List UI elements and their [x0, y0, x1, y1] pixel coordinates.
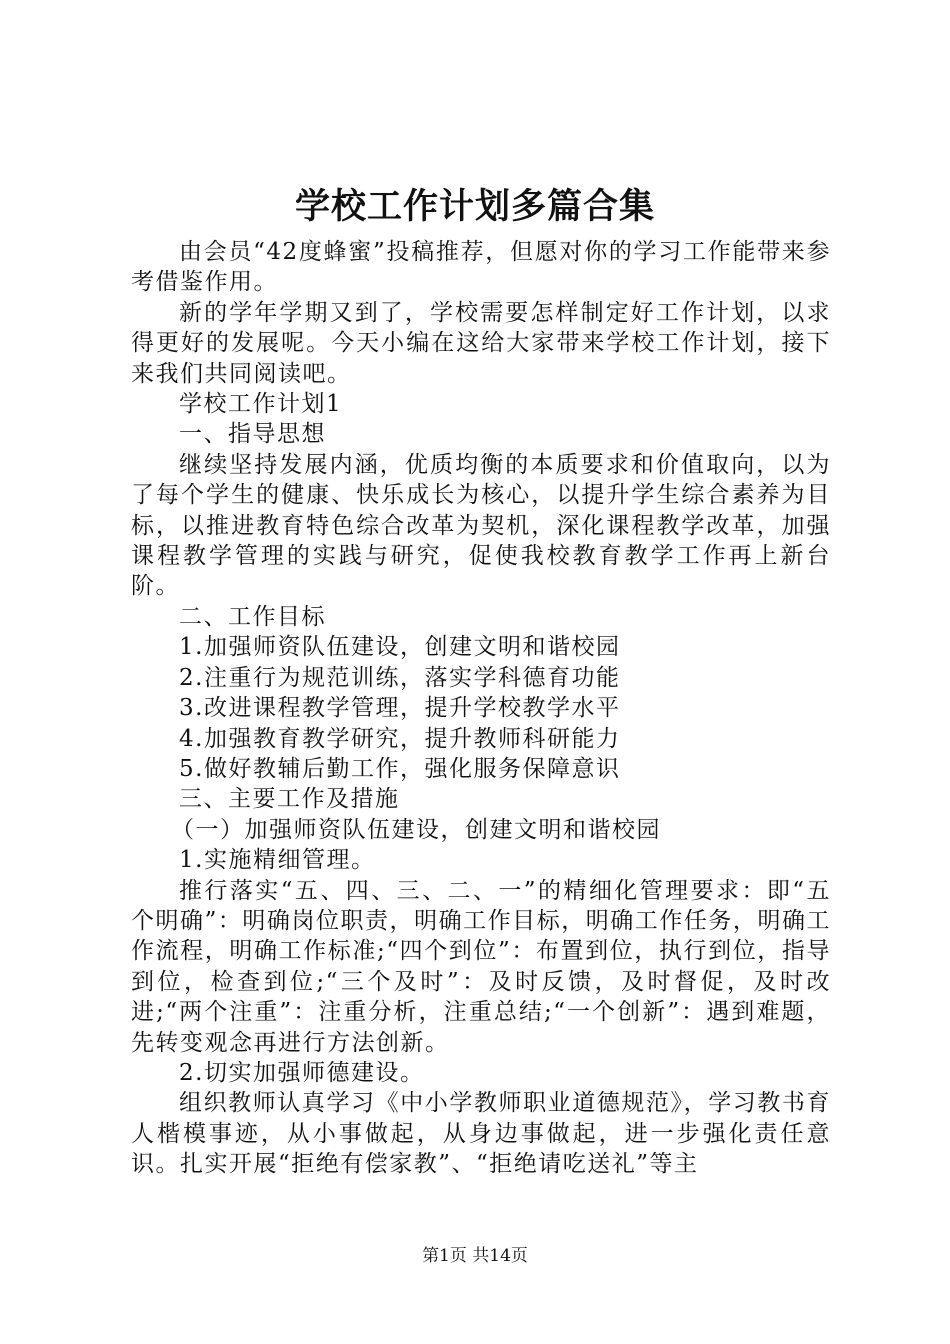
goal-item-2: 2.注重行为规范训练，落实学科德育功能: [179, 664, 621, 691]
goal-item-5: 5.做好教辅后勤工作，强化服务保障意识: [179, 755, 621, 782]
section-heading-guiding-thought: 一、指导思想: [179, 421, 326, 448]
section-heading-measures: 三、主要工作及措施: [179, 786, 400, 813]
paragraph-intro: 由会员“42度蜂蜜”投稿推荐，但愿对你的学习工作能带来参考借鉴作用。: [131, 239, 831, 296]
document-title: 学校工作计划多篇合集: [294, 186, 655, 227]
paragraph-preface: 新的学年学期又到了，学校需要怎样制定好工作计划，以求得更好的发展呢。今天小编在这给大家带来学校工作计划，接下来我们共同阅读吧。: [131, 299, 831, 387]
document-body: [131, 237, 831, 1180]
page-footer: 第1页 共14页: [422, 1246, 528, 1266]
goal-item-4: 4.加强教育教学研究，提升教师科研能力: [179, 725, 621, 752]
paragraph-teacher-ethics: 组织教师认真学习《中小学教师职业道德规范》，学习教书育人楷模事迹，从小事做起，从身边事做起，进一步强化责任意识。扎实开展“拒绝有偿家教”、“拒绝请吃送礼”等主: [131, 1090, 831, 1178]
goal-item-3: 3.改进课程教学管理，提升学校教学水平: [179, 695, 621, 722]
subsection-heading-1: （一）加强师资队伍建设，创建文明和谐校园: [171, 816, 661, 843]
section-heading-goals: 二、工作目标: [179, 603, 326, 630]
paragraph-guiding-thought: 继续坚持发展内涵，优质均衡的本质要求和价值取向，以为了每个学生的健康、快乐成长为核心，以提升学生综合素养为目标，以推进教育特色综合改革为契机，深化课程教学改革，加强课程教学管理的实践与研究，促使我校教育教学工作再上新台阶。: [131, 451, 831, 600]
goal-item-1: 1.加强师资队伍建设，创建文明和谐校园: [179, 634, 621, 661]
measure-heading-2: 2.切实加强师德建设。: [179, 1059, 425, 1086]
section-heading-plan-1: 学校工作计划1: [179, 391, 343, 418]
measure-heading-1: 1.实施精细管理。: [179, 847, 376, 874]
paragraph-fine-management: 推行落实“五、四、三、二、一”的精细化管理要求：即“五个明确”：明确岗位职责，明确工作目标，明确工作任务，明确工作流程，明确工作标准;“四个到位”：布置到位，执行到位，指导到位，检查到位;“三个及时”：及时反馈，及时督促，及时改进;“两个注重”：注重分析，注重总结;“一个创新”：遇到难题，先转变观念再进行方法创新。: [131, 877, 831, 1056]
